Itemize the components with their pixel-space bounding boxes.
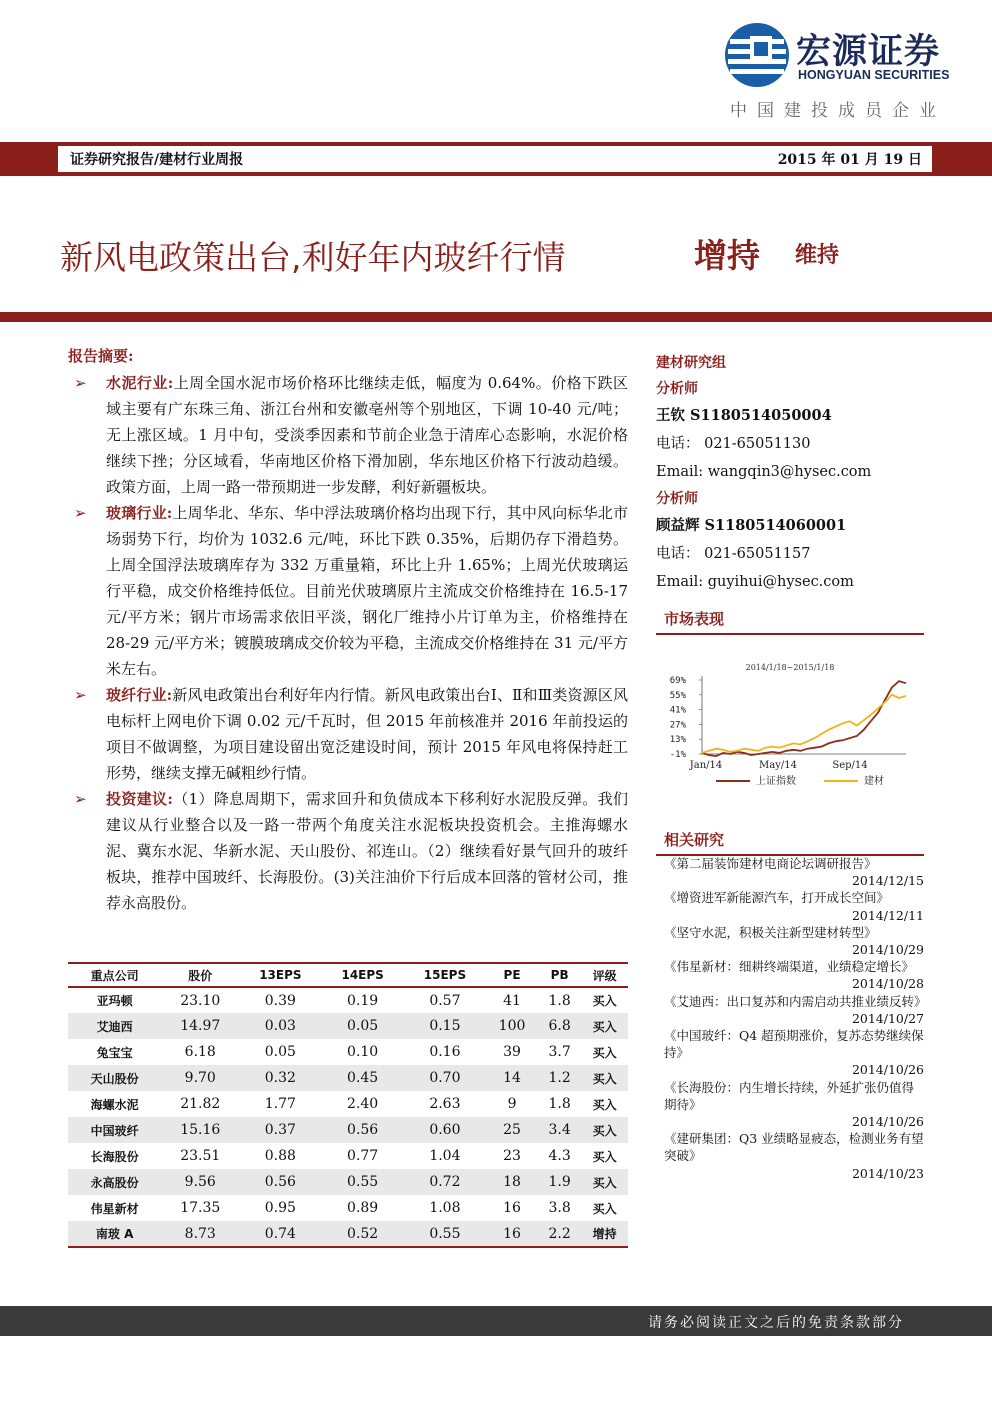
value-cell: 0.57: [429, 992, 461, 1009]
company-name-cell: 亚玛顿: [96, 994, 133, 1008]
value-cell: 1.04: [429, 1148, 461, 1164]
research-item-title[interactable]: 《坚守水泥，积极关注新型建材转型》: [664, 924, 877, 940]
rating-cell: 增持: [581, 1221, 628, 1247]
abstract-bullet: [68, 370, 628, 500]
bullet-text: 上周华北、华东、华中浮法玻璃价格均出现下行，其中风向标华北市场弱势下行，均价为 1032.6 元/吨，环比下跌 0.35%，后期仍存下滑趋势。上周全国浮法玻璃库存为 332 万重量箱，环比上升 1.65%；上周光伏玻璃运行平稳，成交价格维持低位。目前光伏玻璃原片主流成交价格维持在 16.5-17 元/平方米；钢片市场需求依旧平淡，钢化厂维持小片订单为主，价格维持在 28-29 元/平方米；镀膜玻璃成交价较为平稳，主流成交价格维持在 31 元/平方米左右。: [106, 504, 628, 678]
x-tick-label: May/14: [759, 760, 797, 771]
value-cell: 2.2: [538, 1221, 581, 1247]
value-cell: 9: [507, 1096, 517, 1112]
abstract-bullet: [68, 786, 628, 916]
y-tick-label: 13%: [669, 735, 686, 746]
report-title: 新风电政策出台,利好年内玻纤行情: [60, 238, 566, 277]
brand-name-en: HONGYUAN SECURITIES: [798, 68, 950, 82]
analyst-email: Email: wangqin3@hysec.com: [656, 464, 872, 480]
rating-cell: 买入: [592, 1201, 617, 1216]
table-body: [68, 987, 628, 1247]
key-companies-table: [68, 962, 628, 1248]
analyst-info: [656, 350, 924, 596]
analyst-phone: 电话： 021-65051157: [656, 546, 811, 562]
value-cell: 21.82: [180, 1096, 221, 1112]
x-tick-label: Jan/14: [689, 760, 723, 771]
value-cell: 23.10: [180, 992, 221, 1009]
research-item-title[interactable]: 《建研集团：Q3 业绩略显疲态，检测业务有望突破》: [664, 1131, 924, 1164]
col-header: PE: [486, 963, 538, 987]
bullet-keyword: 投资建议:: [106, 790, 173, 808]
y-tick-label: -1%: [669, 750, 686, 760]
rating-cell: 买入: [592, 994, 617, 1008]
value-cell: 1.9: [538, 1169, 581, 1195]
value-cell: 39: [503, 1044, 521, 1060]
value-cell: 0.88: [264, 1148, 296, 1164]
value-cell: 1.8: [548, 1096, 571, 1112]
research-item-title[interactable]: 《第二届装饰建材电商论坛调研报告》: [664, 856, 877, 871]
rating-cell: 买入: [592, 1097, 617, 1112]
research-item-title[interactable]: 《长海股份：内生增长持续，外延扩张仍值得期待》: [664, 1079, 915, 1112]
analyst-email: Email: guyihui@hysec.com: [656, 574, 854, 590]
bullet-text: 新风电政策出台利好年内行情。新风电政策出台Ⅰ、Ⅱ和Ⅲ类资源区风电标杆上网电价下调 0.02 元/千瓦时，但 2015 年前核准并 2016 年前投运的项目不做调整，为项目建设留出宽泛建设时间，预计 2015 年风电将保持赶工形势，继续支撑无碱粗纱行情。: [106, 686, 628, 782]
research-item-date: 2014/10/26: [851, 1114, 924, 1130]
col-header: 15EPS: [404, 963, 486, 987]
value-cell: 0.10: [347, 1044, 379, 1060]
value-cell: 0.03: [239, 1013, 321, 1039]
table-header-row: [68, 963, 628, 987]
value-cell: 0.05: [264, 1044, 296, 1060]
analyst-phone: 电话： 021-65051130: [656, 436, 811, 452]
table-row: [68, 1091, 628, 1117]
value-cell: 0.77: [347, 1148, 379, 1164]
value-cell: 15.16: [161, 1117, 239, 1143]
analyst-role: 分析师: [656, 491, 698, 507]
chart-title: 2014/1/18~2015/1/18: [745, 663, 835, 672]
value-cell: 0.45: [322, 1065, 404, 1091]
value-cell: 1.77: [264, 1096, 296, 1112]
research-item-date: 2014/10/23: [851, 1165, 924, 1181]
rating: 增持: [694, 236, 760, 275]
value-cell: 0.56: [239, 1169, 321, 1195]
research-item-date: 2014/10/28: [851, 976, 924, 992]
rating-cell: 买入: [581, 1169, 628, 1195]
abstract-bullet: [68, 682, 628, 786]
value-cell: 2.40: [347, 1096, 379, 1112]
report-date: 2015 年 01 月 19 日: [777, 152, 922, 168]
value-cell: 100: [486, 1013, 538, 1039]
research-item-date: 2014/10/29: [851, 942, 924, 958]
x-tick-label: Sep/14: [832, 760, 868, 771]
value-cell: 3.7: [548, 1044, 571, 1060]
market-chart-svg: [656, 650, 924, 810]
arrow-icon: ➢: [74, 686, 87, 704]
bullet-keyword: 水泥行业:: [106, 374, 174, 392]
value-cell: 4.3: [548, 1148, 571, 1164]
col-header: PB: [538, 963, 581, 987]
rating-cell: 买入: [592, 1149, 617, 1164]
value-cell: 23: [503, 1148, 521, 1164]
company-name-cell: 长海股份: [90, 1149, 139, 1164]
value-cell: 0.52: [322, 1221, 404, 1247]
value-cell: 0.55: [322, 1169, 404, 1195]
title-area: [0, 196, 992, 320]
y-tick-label: 41%: [669, 705, 686, 716]
related-heading: 相关研究: [664, 831, 725, 849]
col-header: 14EPS: [322, 963, 404, 987]
value-cell: 1.08: [429, 1200, 461, 1216]
bullet-keyword: 玻纤行业:: [106, 686, 173, 704]
research-item-title[interactable]: 《伟星新材：细耕终端渠道，业绩稳定增长》: [664, 959, 915, 975]
value-cell: 8.73: [161, 1221, 239, 1247]
table-row: [68, 987, 628, 1013]
y-tick-label: 69%: [669, 676, 686, 686]
value-cell: 0.37: [239, 1117, 321, 1143]
value-cell: 0.95: [264, 1200, 296, 1216]
abstract-bullet: [68, 500, 628, 682]
value-cell: 9.70: [161, 1065, 239, 1091]
market-chart: [656, 650, 924, 810]
company-name-cell: 南玻 A: [68, 1221, 161, 1247]
report-category: 证券研究报告/建材行业周报: [70, 152, 244, 168]
value-cell: 25: [486, 1117, 538, 1143]
value-cell: 0.89: [347, 1200, 379, 1216]
y-tick-label: 55%: [669, 690, 686, 701]
disclaimer-note: 请务必阅读正文之后的免责条款部分: [648, 1315, 904, 1331]
analyst-name: 王钦 S1180514050004: [656, 407, 832, 424]
value-cell: 17.35: [180, 1200, 221, 1216]
value-cell: 0.05: [322, 1013, 404, 1039]
col-header: 评级: [581, 963, 628, 987]
value-cell: 1.8: [548, 992, 571, 1009]
value-cell: 0.16: [429, 1044, 461, 1060]
value-cell: 16: [486, 1221, 538, 1247]
value-cell: 0.72: [404, 1169, 486, 1195]
value-cell: 0.32: [239, 1065, 321, 1091]
legend-label: 建材: [864, 776, 884, 787]
research-item-title[interactable]: 《中国玻纤：Q4 超预期涨价，复苏态势继续保持》: [664, 1028, 924, 1061]
value-cell: 18: [486, 1169, 538, 1195]
series-line-1: [702, 695, 906, 753]
brand-name-cn: 宏源证券: [796, 32, 941, 72]
legend-label: 上证指数: [756, 776, 796, 787]
table-row: [68, 1065, 628, 1091]
company-name-cell: 兔宝宝: [96, 1045, 133, 1060]
abstract-heading: 报告摘要:: [68, 347, 134, 365]
value-cell: 6.18: [184, 1044, 216, 1060]
value-cell: 0.15: [404, 1013, 486, 1039]
value-cell: 2.63: [429, 1096, 461, 1112]
col-header: 13EPS: [239, 963, 321, 987]
table-row: [68, 1039, 628, 1065]
research-item-title[interactable]: 《增资进军新能源汽车，打开成长空间》: [664, 890, 890, 906]
col-header: 重点公司: [68, 963, 161, 987]
value-cell: 41: [503, 992, 521, 1009]
value-cell: 1.2: [538, 1065, 581, 1091]
logo-emblem-icon: [724, 22, 790, 88]
value-cell: 14: [486, 1065, 538, 1091]
market-section-header: [656, 608, 924, 635]
related-research-list: [656, 855, 927, 1182]
value-cell: 3.8: [548, 1200, 571, 1216]
value-cell: 3.4: [538, 1117, 581, 1143]
research-item-title[interactable]: 《艾迪西：出口复苏和内需启动共推业绩反转》: [664, 993, 927, 1009]
value-cell: 0.70: [404, 1065, 486, 1091]
arrow-icon: ➢: [74, 374, 87, 392]
rating-cell: 买入: [581, 1117, 628, 1143]
analyst-name: 顾益辉 S1180514060001: [656, 517, 847, 534]
market-heading: 市场表现: [664, 610, 725, 628]
abstract-section: [68, 345, 628, 916]
value-cell: 9.56: [161, 1169, 239, 1195]
value-cell: 0.55: [404, 1221, 486, 1247]
bullet-text: 上周全国水泥市场价格环比继续走低，幅度为 0.64%。价格下跌区域主要有广东珠三角、浙江台州和安徽亳州等个别地区，下调 10-40 元/吨；无上涨区域。1 月中旬，受淡季因素和节前企业急于清库心态影响，水泥价格继续下挫；分区域看，华南地区价格下滑加剧，华东地区价格下行波动趋缓。政策方面，上周一路一带预期进一步发酵，利好新疆板块。: [106, 374, 628, 496]
arrow-icon: ➢: [74, 504, 87, 522]
y-tick-label: 27%: [669, 720, 686, 731]
table-row: [68, 1143, 628, 1169]
research-item-date: 2014/12/15: [851, 873, 924, 889]
company-name-cell: 海螺水泥: [90, 1097, 139, 1112]
table-row: [68, 1169, 628, 1195]
table-row: [68, 1013, 628, 1039]
bullet-text: （1）降息周期下，需求回升和负债成本下移利好水泥股反弹。我们建议从行业整合以及一路一带两个角度关注水泥板块投资机会。主推海螺水泥、冀东水泥、华新水泥、天山股份、祁连山。（2）继续看好景气回升的玻纤板块，推荐中国玻纤、长海股份。(3)关注油价下行后成本回落的管材公司，推荐永高股份。: [106, 790, 629, 912]
analyst-role: 分析师: [656, 381, 698, 397]
value-cell: 0.19: [347, 992, 379, 1009]
value-cell: 6.8: [538, 1013, 581, 1039]
company-name-cell: 天山股份: [68, 1065, 161, 1091]
research-group: 建材研究组: [656, 355, 726, 371]
company-logo: [724, 22, 974, 122]
research-item-date: 2014/10/27: [851, 1010, 924, 1026]
table-row: [68, 1195, 628, 1221]
col-header: 股价: [161, 963, 239, 987]
header-bar: [0, 142, 992, 176]
company-name-cell: 中国玻纤: [68, 1117, 161, 1143]
value-cell: 0.60: [404, 1117, 486, 1143]
brand-tagline: 中国建投成员企业: [730, 101, 946, 121]
company-name-cell: 永高股份: [68, 1169, 161, 1195]
value-cell: 0.56: [322, 1117, 404, 1143]
value-cell: 14.97: [161, 1013, 239, 1039]
table-row: [68, 1117, 628, 1143]
bullet-keyword: 玻璃行业:: [106, 504, 173, 522]
arrow-icon: ➢: [74, 790, 87, 808]
value-cell: 0.39: [264, 992, 296, 1009]
company-name-cell: 伟星新材: [90, 1201, 139, 1216]
value-cell: 0.74: [239, 1221, 321, 1247]
series-line-0: [702, 681, 906, 756]
table-row: [68, 1221, 628, 1247]
value-cell: 16: [503, 1200, 521, 1216]
rating-change: 维持: [795, 243, 840, 268]
value-cell: 23.51: [180, 1148, 221, 1164]
research-item-date: 2014/12/11: [851, 907, 924, 923]
rating-cell: 买入: [592, 1045, 617, 1060]
rating-cell: 买入: [581, 1065, 628, 1091]
title-divider: [0, 312, 992, 322]
rating-cell: 买入: [581, 1013, 628, 1039]
related-section-header: [656, 829, 924, 856]
company-name-cell: 艾迪西: [68, 1013, 161, 1039]
research-item-date: 2014/10/26: [851, 1062, 924, 1078]
footer-bar: [0, 1306, 992, 1336]
